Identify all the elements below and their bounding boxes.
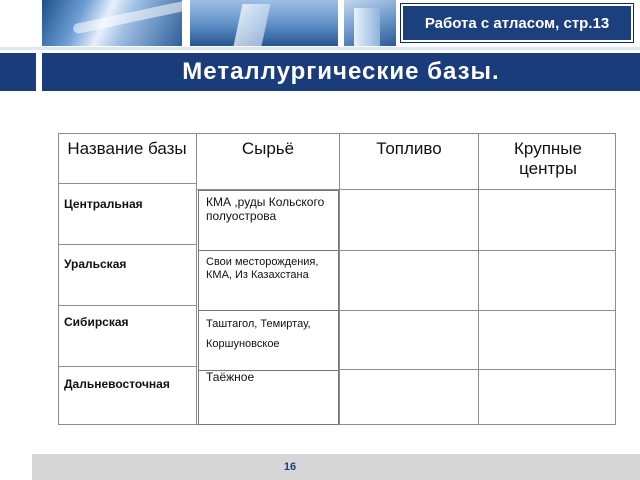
hdr-bottom-col3 xyxy=(339,189,479,190)
row-line-2b xyxy=(339,310,616,311)
row-line-2a xyxy=(58,305,197,306)
hdr-bottom-col4 xyxy=(478,189,616,190)
page-title: Металлургические базы. xyxy=(182,58,500,85)
header-fuel: Топливо xyxy=(376,139,442,158)
atlas-badge: Работа с атласом, стр.13 xyxy=(401,4,633,42)
row-label-central: Центральная xyxy=(64,197,143,211)
row-label-siberia: Сибирская xyxy=(64,315,129,329)
raw-siberia-line-2: Коршуновское xyxy=(206,338,280,350)
table-border-top xyxy=(58,133,616,134)
row-line-1a xyxy=(58,244,197,245)
col-line-1 xyxy=(196,133,197,425)
row-line-1b xyxy=(339,250,616,251)
header-photo-2 xyxy=(190,0,338,46)
raw-siberia xyxy=(206,314,338,354)
header-centers: Крупные центры xyxy=(514,139,582,178)
row-label-ural: Уральская xyxy=(64,257,127,271)
raw-ural: Свои месторождения, КМА, Из Казахстана xyxy=(206,256,319,281)
title-accent-block xyxy=(0,53,36,91)
raw-far-east: Таёжное xyxy=(206,370,255,384)
row-line-3b xyxy=(339,369,616,370)
footer-bar xyxy=(32,454,640,480)
title-divider xyxy=(0,47,640,50)
row-line-3a xyxy=(58,366,197,367)
metallurgy-table xyxy=(58,133,616,425)
header-raw: Сырьё xyxy=(241,139,295,158)
header-photo-1 xyxy=(42,0,182,46)
header-name: Название базы xyxy=(67,139,187,158)
header-photo-3 xyxy=(344,0,396,46)
page-number: 16 xyxy=(283,461,297,473)
table-border-left xyxy=(58,133,59,425)
col-line-3 xyxy=(478,133,479,425)
raw-central: КМА ,руды Кольского полуострова xyxy=(206,195,325,223)
raw-siberia-line-1: Таштагол, Темиртау, xyxy=(206,318,311,330)
col-line-2 xyxy=(339,133,340,425)
row-label-far-east: Дальневосточная xyxy=(64,377,170,391)
hdr-bottom-col1 xyxy=(58,183,197,184)
table-border-right xyxy=(615,133,616,425)
